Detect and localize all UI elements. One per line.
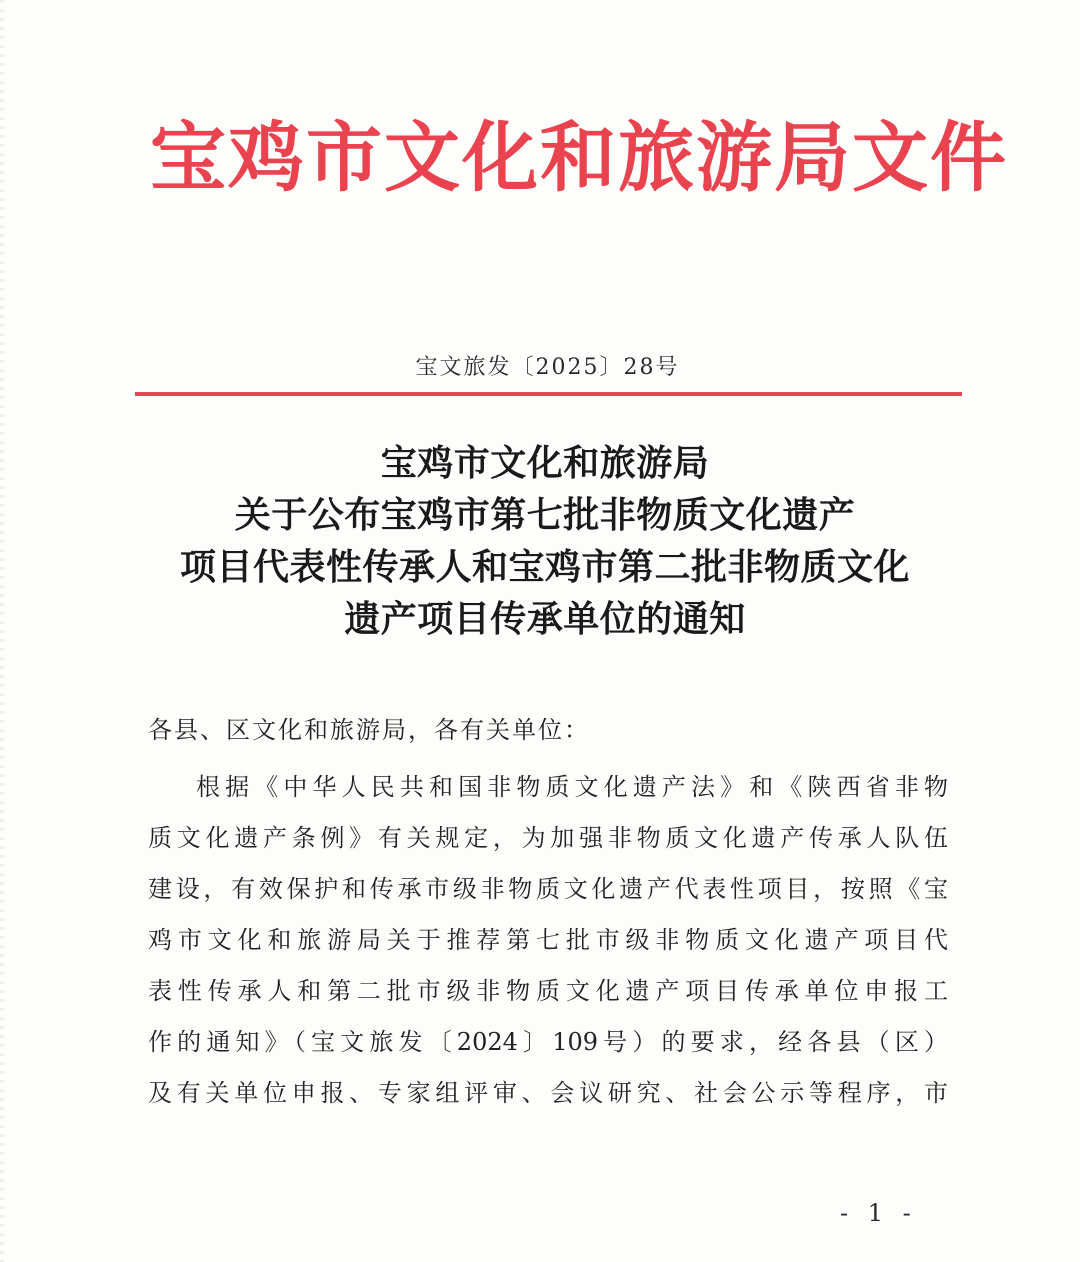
title-line-4: 遗产项目传承单位的通知: [344, 598, 746, 640]
body-line-1: 根据《中华人民共和国非物质文化遗产法》和《陕西省非物: [196, 773, 948, 801]
page-number: - 1 -: [840, 1199, 917, 1227]
body-line-7: 及有关单位申报、专家组评审、会议研究、社会公示等程序，市: [148, 1079, 948, 1107]
body-line-6: 作的通知》（宝文旅发〔2024〕109号）的要求，经各县（区）: [148, 1028, 948, 1056]
body-line-5: 表性传承人和第二批市级非物质文化遗产项目传承单位申报工: [148, 977, 948, 1005]
body-paragraph: [148, 762, 948, 1119]
salutation: 各县、区文化和旅游局，各有关单位：: [148, 716, 590, 744]
document-number: 宝文旅发〔2025〕28号: [415, 355, 680, 380]
scan-edge-artifact: [0, 0, 4, 1262]
title-line-3: 项目代表性传承人和宝鸡市第二批非物质文化: [179, 546, 910, 588]
letterhead-title: 宝鸡市文化和旅游局文件: [150, 113, 1008, 202]
title-line-1: 宝鸡市文化和旅游局: [380, 442, 710, 484]
title-line-2: 关于公布宝鸡市第七批非物质文化遗产: [234, 494, 856, 536]
notice-title: [120, 437, 970, 645]
red-separator-line: [135, 392, 962, 396]
body-line-3: 建设，有效保护和传承市级非物质文化遗产代表性项目，按照《宝: [148, 875, 948, 903]
body-line-4: 鸡市文化和旅游局关于推荐第七批市级非物质文化遗产项目代: [148, 926, 948, 954]
body-line-2: 质文化遗产条例》有关规定，为加强非物质文化遗产传承人队伍: [148, 824, 948, 852]
